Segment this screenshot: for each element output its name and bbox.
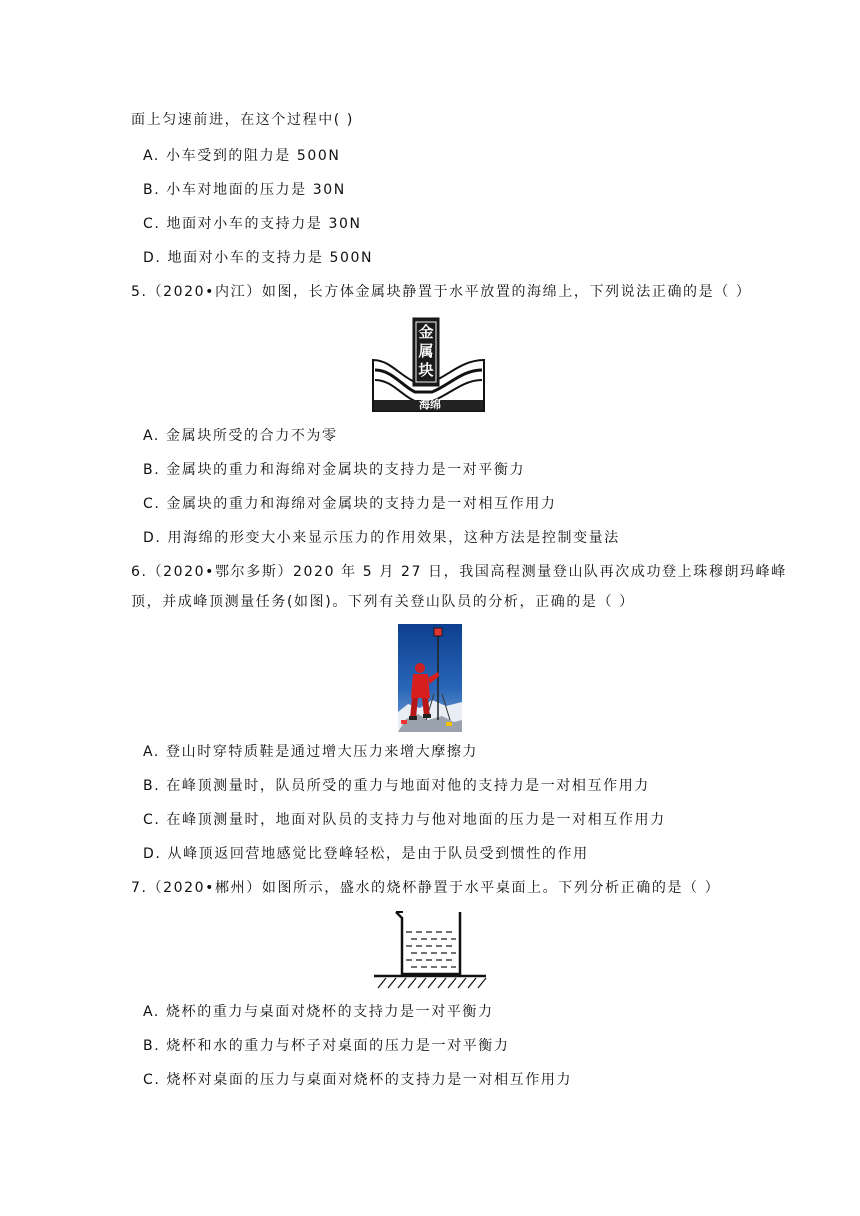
q6-stem-line1: 6.（2020•鄂尔多斯）2020 年 5 月 27 日，我国高程测量登山队再次成功登上珠穆朗玛峰峰 [131, 564, 787, 580]
q6-option-d: D. 从峰顶返回营地感觉比登峰轻松，是由于队员受到惯性的作用 [143, 846, 589, 862]
q4-option-a: A. 小车受到的阻力是 500N [143, 148, 341, 164]
metal-block-on-sponge-figure [370, 316, 488, 414]
q4-option-c: C. 地面对小车的支持力是 30N [143, 216, 362, 232]
q7-option-b: B. 烧杯和水的重力与杯子对桌面的压力是一对平衡力 [143, 1038, 510, 1054]
mountaineer-photo [398, 624, 462, 732]
q7-option-c: C. 烧杯对桌面的压力与桌面对烧杯的支持力是一对相互作用力 [143, 1072, 573, 1088]
q6-option-c: C. 在峰顶测量时，地面对队员的支持力与他对地面的压力是一对相互作用力 [143, 812, 666, 828]
q7-option-a: A. 烧杯的重力与桌面对烧杯的支持力是一对平衡力 [143, 1004, 494, 1020]
q4-option-d: D. 地面对小车的支持力是 500N [143, 250, 374, 266]
sponge-label: 海绵 [419, 398, 441, 411]
metal-block-label: 金属块 [418, 323, 434, 379]
q6-option-a: A. 登山时穿特质鞋是通过增大压力来增大摩擦力 [143, 744, 479, 760]
q5-option-a: A. 金属块所受的合力不为零 [143, 428, 338, 444]
q6-stem-line2: 顶，并成峰顶测量任务(如图)。下列有关登山队员的分析，正确的是（ ） [131, 594, 635, 610]
q5-option-c: C. 金属块的重力和海绵对金属块的支持力是一对相互作用力 [143, 496, 557, 512]
q4-option-b: B. 小车对地面的压力是 30N [143, 182, 346, 198]
q5-option-d: D. 用海绵的形变大小来显示压力的作用效果，这种方法是控制变量法 [143, 530, 620, 546]
q5-option-b: B. 金属块的重力和海绵对金属块的支持力是一对平衡力 [143, 462, 526, 478]
q6-option-b: B. 在峰顶测量时，队员所受的重力与地面对他的支持力是一对相互作用力 [143, 778, 650, 794]
q7-stem: 7.（2020•郴州）如图所示，盛水的烧杯静置于水平桌面上。下列分析正确的是（ ） [131, 880, 721, 896]
q5-stem: 5.（2020•内江）如图，长方体金属块静置于水平放置的海绵上，下列说法正确的是（ ） [131, 284, 752, 300]
beaker-on-table-figure [370, 908, 490, 990]
q4-stem-tail: 面上匀速前进，在这个过程中( ) [131, 112, 354, 128]
